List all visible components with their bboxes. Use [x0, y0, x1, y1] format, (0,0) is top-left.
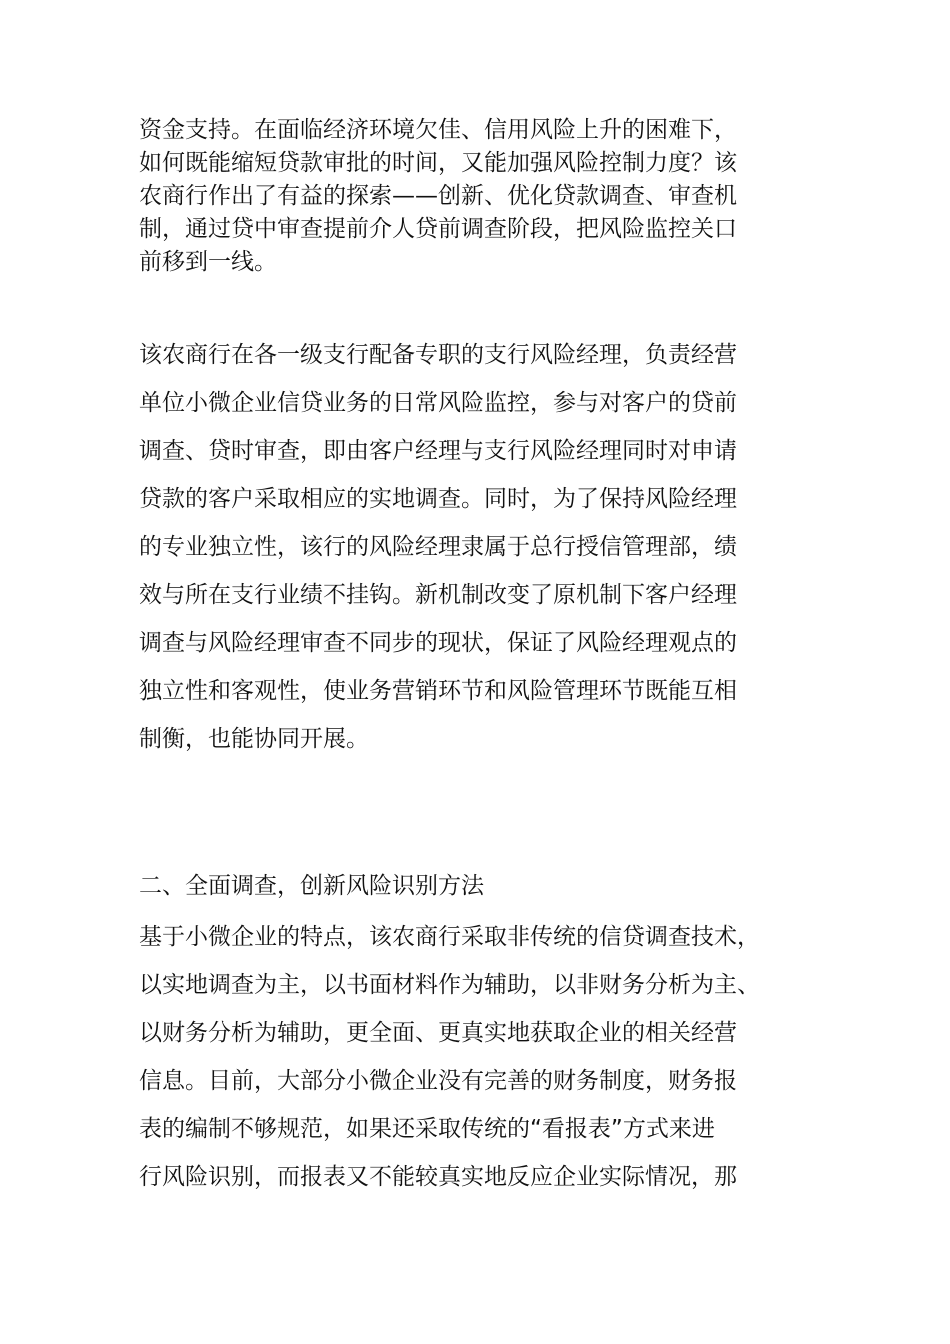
paragraph-line: 如何既能缩短贷款审批的时间，又能加强风险控制力度？该 [139, 150, 737, 176]
paragraph-line: 该农商行在各一级支行配备专职的支行风险经理，负责经营 [139, 342, 737, 368]
paragraph-line: 单位小微企业信贷业务的日常风险监控，参与对客户的贷前 [139, 390, 737, 416]
paragraph-line: 制，通过贷中审查提前介人贷前调查阶段，把风险监控关口 [139, 216, 737, 242]
paragraph-line: 以财务分析为辅助，更全面、更真实地获取企业的相关经营 [139, 1020, 737, 1046]
paragraph-line: 制衡，也能协同开展。 [139, 726, 369, 752]
paragraph-line: 效与所在支行业绩不挂钩。新机制改变了原机制下客户经理 [139, 582, 737, 608]
section-heading [139, 870, 839, 903]
paragraph-3 [139, 913, 839, 1201]
paragraph-line: 表的编制不够规范，如果还采取传统的“看报表”方式来进 [139, 1116, 715, 1142]
paragraph-line: 行风险识别，而报表又不能较真实地反应企业实际情况，那 [139, 1164, 737, 1190]
paragraph-line: 资金支持。在面临经济环境欠佳、信用风险上升的困难下， [139, 117, 737, 143]
section-heading-text: 二、全面调查，创新风险识别方法 [139, 873, 484, 899]
paragraph-line: 以实地调查为主，以书面材料作为辅助，以非财务分析为主、 [139, 972, 760, 998]
paragraph-line: 独立性和客观性，使业务营销环节和风险管理环节既能互相 [139, 678, 737, 704]
paragraph-1 [139, 114, 839, 279]
paragraph-line: 农商行作出了有益的探索——创新、优化贷款调查、审查机 [139, 183, 737, 209]
paragraph-line: 信息。目前，大部分小微企业没有完善的财务制度，财务报 [139, 1068, 737, 1094]
paragraph-line: 基于小微企业的特点，该农商行采取非传统的信贷调查技术， [139, 924, 760, 950]
paragraph-line: 贷款的客户采取相应的实地调查。同时，为了保持风险经理 [139, 486, 737, 512]
paragraph-line: 调查与风险经理审查不同步的现状，保证了风险经理观点的 [139, 630, 737, 656]
paragraph-line: 调查、贷时审查，即由客户经理与支行风险经理同时对申请 [139, 438, 737, 464]
paragraph-2 [139, 331, 839, 763]
paragraph-line: 的专业独立性，该行的风险经理隶属于总行授信管理部，绩 [139, 534, 737, 560]
paragraph-line: 前移到一线。 [139, 249, 277, 275]
